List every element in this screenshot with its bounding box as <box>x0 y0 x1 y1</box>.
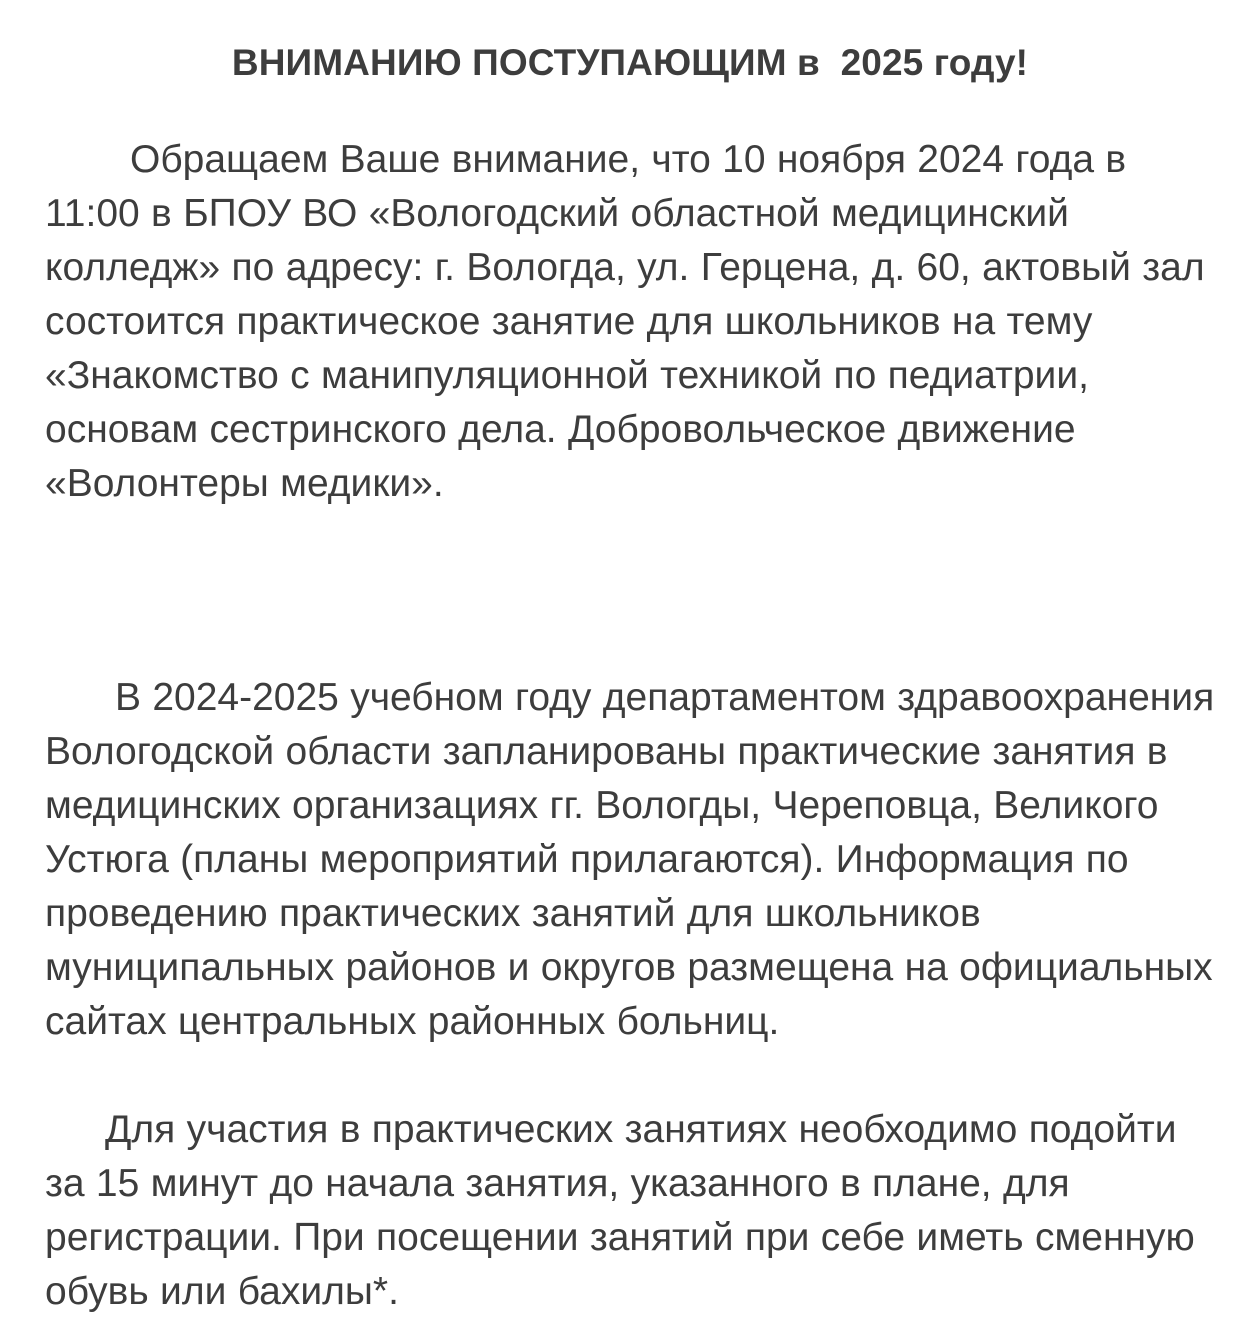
paragraph-participation-rules: Для участия в практических занятиях необходимо подойти за 15 минут до начала занятия, указанного в плане, для регистрации. При посещении занятий при себе иметь сменную обувь или бахилы*. <box>45 1108 1207 1313</box>
paragraph-announcement-event: Обращаем Ваше внимание, что 10 ноября 2024 года в 11:00 в БПОУ ВО «Вологодский областной медицинский колледж» по адресу: г. Вологда, ул. Герцена, д. 60, актовый зал состоится практическое занятие для школьников на тему «Знакомство с манипуляционной техникой по педиатрии, основам сестринского дела. Добровольческое движение «Волонтеры медики». <box>45 138 1216 505</box>
paragraph-spacer-small <box>45 1049 1225 1103</box>
document-body <box>45 133 1225 1319</box>
paragraph-spacer-large <box>45 511 1225 671</box>
paragraph-planned-sessions: В 2024-2025 учебном году департаментом здравоохранения Вологодской области запланированы практические занятия в медицинских организациях гг. Вологды, Череповца, Великого Устюга (планы мероприятий прилагаются). Информация по проведению практических занятий для школьников муниципальных районов и округов размещена на официальных сайтах центральных районных больниц. <box>45 676 1226 1043</box>
page-title: ВНИМАНИЮ ПОСТУПАЮЩИМ в 2025 году! <box>231 42 1029 83</box>
